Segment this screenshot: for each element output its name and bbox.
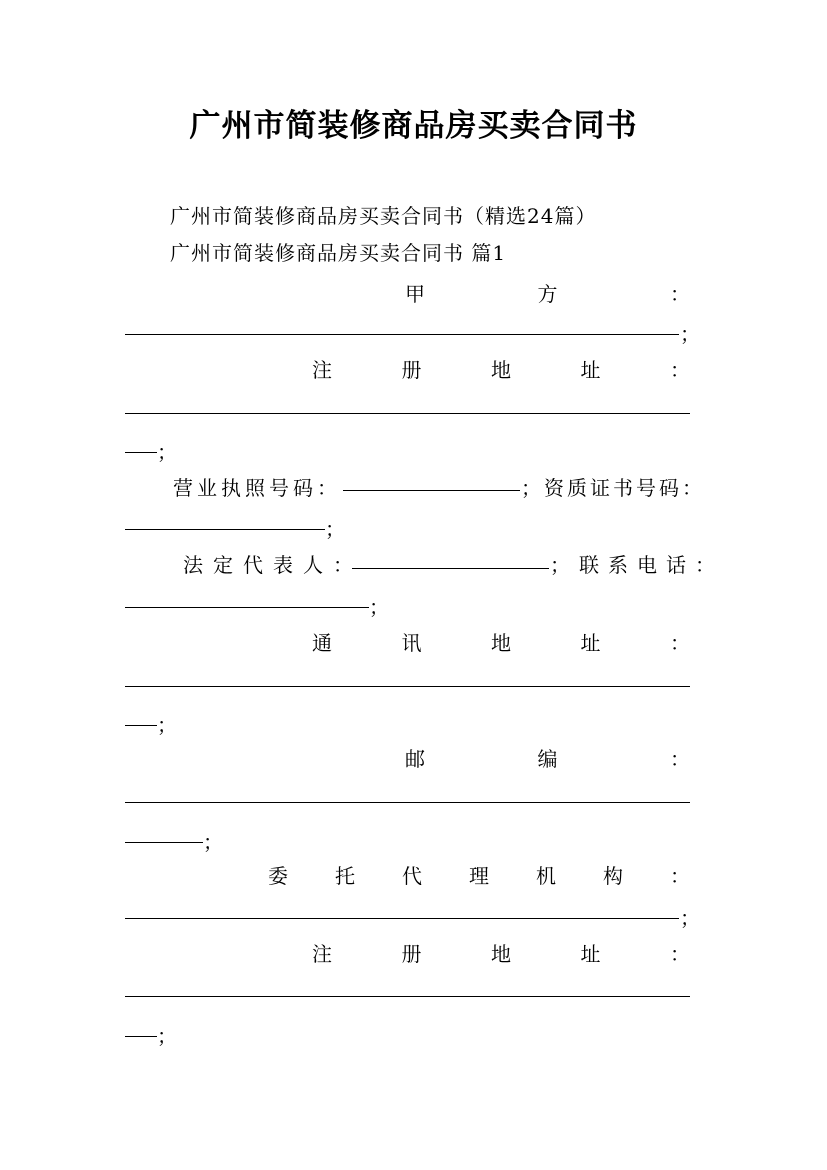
semicolon: ； (680, 906, 700, 930)
postcode-blank[interactable] (125, 802, 690, 803)
comm-addr-blank-cont[interactable] (125, 725, 157, 726)
party-a-label: 甲 方 ： (405, 278, 690, 307)
postcode-label: 邮 编 ： (405, 747, 690, 771)
reg-addr-blank[interactable] (125, 413, 690, 414)
colon: ： (670, 282, 690, 306)
agency-reg-addr-blank[interactable] (125, 996, 690, 997)
semicolon: ； (203, 830, 223, 854)
phone-label: ；联系电话： (550, 553, 724, 577)
agency-reg-addr-label: 注 册 地 址 ： (312, 942, 690, 966)
agency-blank[interactable] (125, 918, 679, 919)
party-a-blank[interactable] (125, 334, 679, 335)
document-subtitle: 广州市简装修商品房买卖合同书（精选24篇） (170, 204, 597, 228)
qualification-blank[interactable] (125, 529, 325, 530)
license-label: 营业执照号码： (173, 476, 341, 500)
page-title: 广州市简装修商品房买卖合同书 (189, 108, 638, 144)
section-heading: 广州市简装修商品房买卖合同书 篇1 (170, 241, 507, 265)
legal-rep-blank[interactable] (352, 568, 549, 569)
semicolon: ； (157, 440, 177, 464)
qualification-label: ；资质证书号码： (521, 476, 705, 500)
postcode-blank-cont[interactable] (125, 842, 203, 843)
reg-addr-blank-cont[interactable] (125, 452, 157, 453)
phone-blank[interactable] (125, 607, 369, 608)
agency-label: 委 托 代 理 机 构 ： (268, 864, 690, 888)
semicolon: ； (680, 322, 700, 346)
reg-addr-label: 注 册 地 址 ： (312, 358, 690, 382)
agency-reg-addr-blank-cont[interactable] (125, 1036, 157, 1037)
semicolon: ； (157, 1024, 177, 1048)
comm-addr-label: 通 讯 地 址 ： (312, 631, 690, 655)
legal-rep-label: 法定代表人： (183, 553, 363, 577)
semicolon: ； (157, 713, 177, 737)
license-blank[interactable] (343, 490, 520, 491)
semicolon: ； (369, 595, 389, 619)
semicolon: ； (325, 517, 345, 541)
comm-addr-blank[interactable] (125, 686, 690, 687)
